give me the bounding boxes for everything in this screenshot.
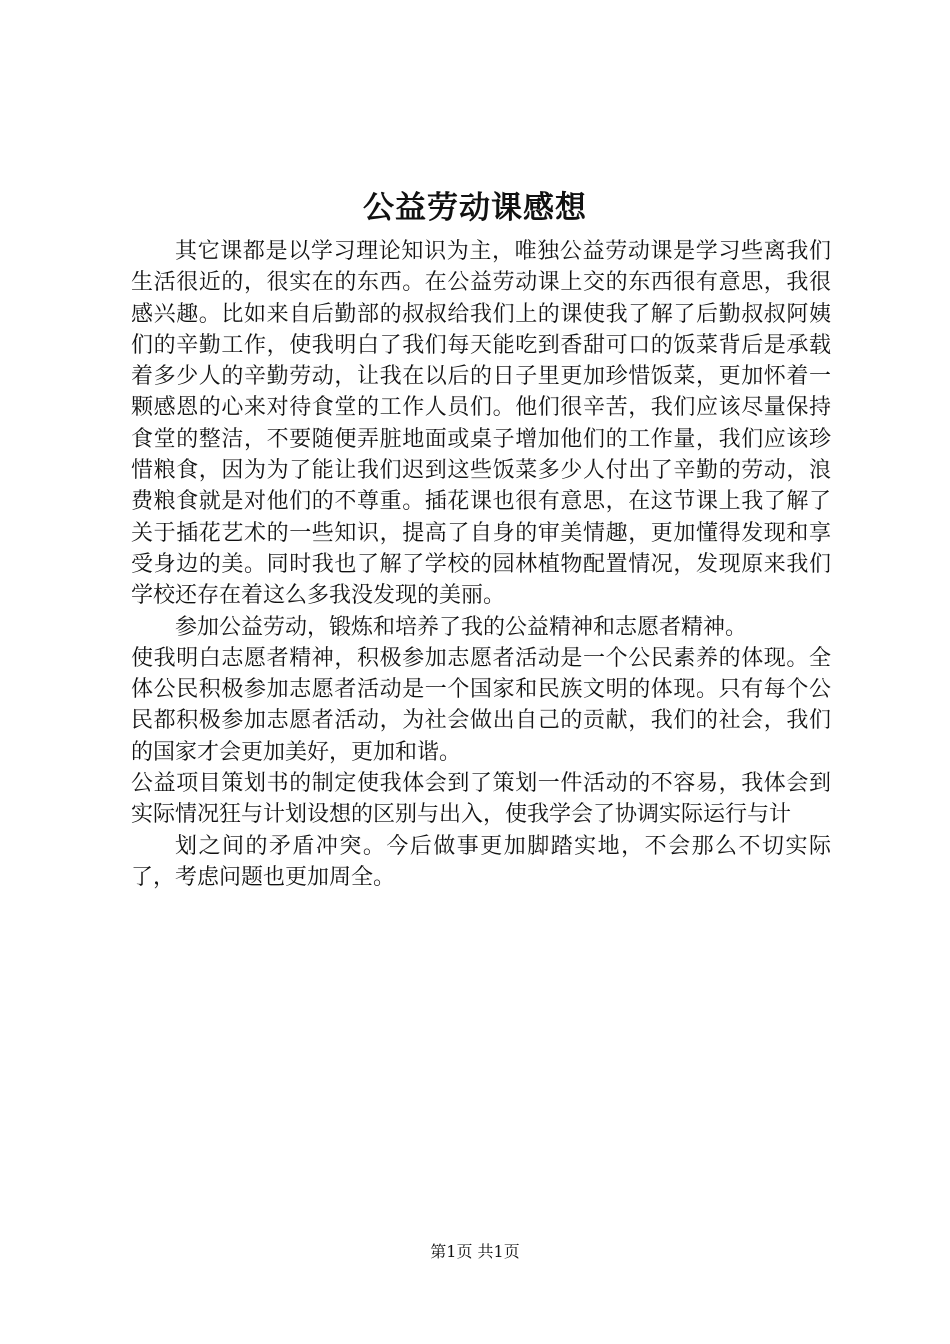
paragraph-1: 其它课都是以学习理论知识为主，唯独公益劳动课是学习些离我们生活很近的，很实在的东西。在公益劳动课上交的东西很有意思，我很感兴趣。比如来自后勤部的叔叔给我们上的课使我了解了后勤叔叔阿姨们的辛勤工作，使我明白了我们每天能吃到香甜可口的饭菜背后是承载着多少人的辛勤劳动，让我在以后的日子里更加珍惜饭菜，更加怀着一颗感恩的心来对待食堂的工作人员们。他们很辛苦，我们应该尽量保持食堂的整洁，不要随便弄脏地面或桌子增加他们的工作量，我们应该珍惜粮食，因为为了能让我们迟到这些饭菜多少人付出了辛勤的劳动，浪费粮食就是对他们的不尊重。插花课也很有意思，在这节课上我了解了关于插花艺术的一些知识，提高了自身的审美情趣，更加懂得发现和享受身边的美。同时我也了解了学校的园林植物配置情况，发现原来我们学校还存在着这么多我没发现的美丽。 xyxy=(131,239,831,609)
document-body xyxy=(131,236,831,893)
document-title: 公益劳动课感想 xyxy=(363,190,587,226)
paragraph-3: 使我明白志愿者精神，积极参加志愿者活动是一个公民素养的体现。全体公民积极参加志愿者活动是一个国家和民族文明的体现。只有每个公民都积极参加志愿者活动，为社会做出自己的贡献，我们的社会，我们的国家才会更加美好，更加和谐。 xyxy=(131,645,831,765)
paragraph-2: 参加公益劳动，锻炼和培养了我的公益精神和志愿者精神。 xyxy=(175,614,748,640)
paragraph-4: 公益项目策划书的制定使我体会到了策划一件活动的不容易，我体会到实际情况狂与计划设想的区别与出入，使我学会了协调实际运行与计 xyxy=(131,771,831,828)
page-footer: 第1页 共1页 xyxy=(430,1242,520,1261)
paragraph-5: 划之间的矛盾冲突。今后做事更加脚踏实地，不会那么不切实际了，考虑问题也更加周全。 xyxy=(131,833,831,890)
